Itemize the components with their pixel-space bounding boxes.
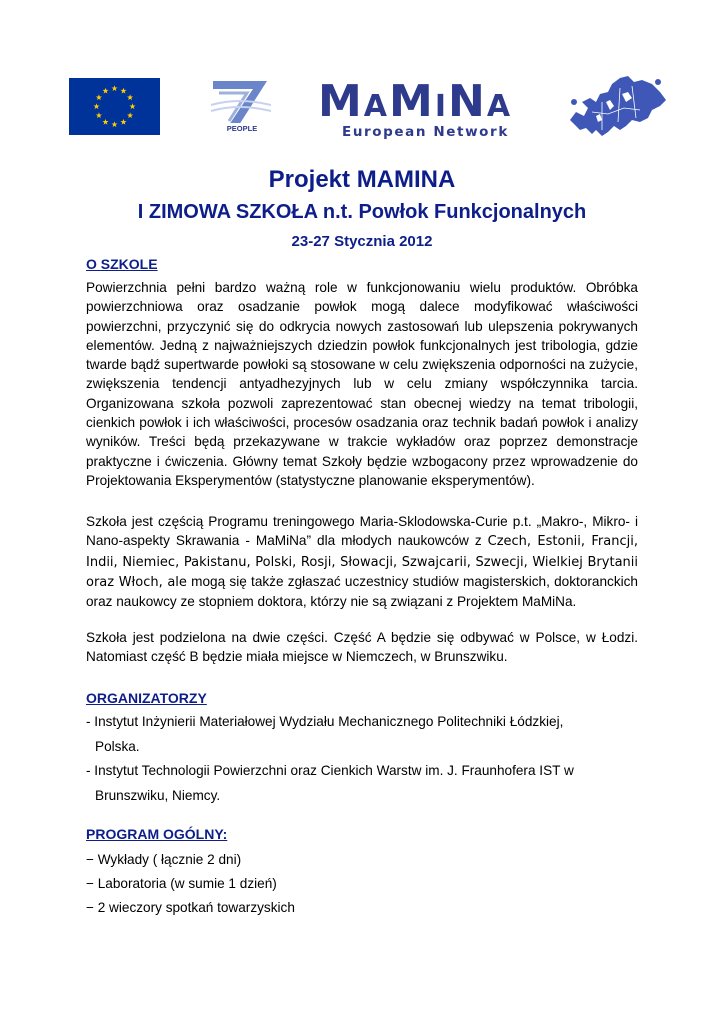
program-item: − 2 wieczory spotkań towarzyskich <box>86 900 295 915</box>
program-item: − Laboratoria (w sumie 1 dzień) <box>86 876 277 891</box>
fp7-people-logo <box>209 77 275 135</box>
about-paragraph-2-end: mogą się także zgłaszać uczestnicy studiów magisterskich, doktoranckich oraz naukowcy ze stopniem doktora, którzy nie są związani z Projektem MaMiNa. <box>86 573 638 610</box>
about-paragraph-1: Powierzchnia pełni bardzo ważną role w funkcjonowaniu wielu produktów. Obróbka powierzchniowa oraz osadzanie powłok mogą dalece modyfikować właściwości powierzchni, przyczynić się do odkrycia nowych zastosowań lub ulepszenia pokrywanych elementów. Jedną z najważniejszych dziedzin powłok funkcjonalnych jest tribologia, gdzie twarde bądź supertwarde powłoki są stosowane w celu zwiększenia odporności na zużycie, zwiększenia tendencji antyadhezyjnych lub w celu zmiany współczynnika tarcia. Organizowana szkoła pozwoli zaprezentować stan obecnej wiedzy na temat tribologii, cienkich powłok i ich właściwości, procesów osadzania oraz technik badań powłok i analizy wyników. Treści będą przekazywane w trakcie wykładów oraz poprzez demonstracje praktyczne i ćwiczenia. Główny temat Szkoły będzie wzbogacony przez wprowadzenie do Projektowania Eksperymentów (statystyczne planowanie eksperymentów). <box>86 280 638 488</box>
about-paragraph-2-start: Szkoła jest częścią Programu treningowego Maria-Sklodowska-Curie p.t. „Makro-, Mikro- i Nano-aspekty Skrawania - MaMiNa” dla młodych naukowców z <box>86 514 638 549</box>
eu-flag-logo <box>69 78 160 135</box>
organizer-2-line-1: - Instytut Technologii Powierzchni oraz Cienkich Warstw im. J. Fraunhofera IST w <box>86 763 574 778</box>
program-item: − Wykłady ( łącznie 2 dni) <box>86 852 242 867</box>
organizer-1-line-2: Polska. <box>95 739 140 754</box>
about-paragraph-2 <box>86 512 638 611</box>
mamina-logo <box>318 78 538 148</box>
mamina-subtitle: European Network <box>342 124 509 140</box>
sub-title: I ZIMOWA SZKOŁA n.t. Powłok Funkcjonalnych <box>137 201 587 223</box>
mamina-wordmark: MAMINA <box>318 76 513 127</box>
fp7-people-text: PEOPLE <box>226 124 258 133</box>
program-heading: PROGRAM OGÓLNY: <box>86 826 228 842</box>
date-line: 23-27 Stycznia 2012 <box>291 233 433 250</box>
organizer-2-line-2: Brunszwiku, Niemcy. <box>95 788 221 803</box>
europe-map-logo <box>562 72 670 142</box>
about-heading: O SZKOLE <box>86 256 158 272</box>
main-title: Projekt MAMINA <box>268 166 456 193</box>
about-paragraph-2-countries: Czech, Estonii, Francji, Indii, Niemiec, Pakistanu, Polski, Rosji, Słowacji, Szwajcarii, Szwecji, Wielkiej Brytanii oraz Włoch, ale <box>86 534 638 590</box>
organizers-heading: ORGANIZATORZY <box>86 690 207 706</box>
about-paragraph-3: Szkoła jest podzielona na dwie części. Część A będzie się odbywać w Polsce, w Łodzi. Natomiast część B będzie miała miejsce w Niemczech, w Brunszwiku. <box>86 630 638 665</box>
organizer-1-line-1: - Instytut Inżynierii Materiałowej Wydziału Mechanicznego Politechniki Łódzkiej, <box>86 714 564 729</box>
